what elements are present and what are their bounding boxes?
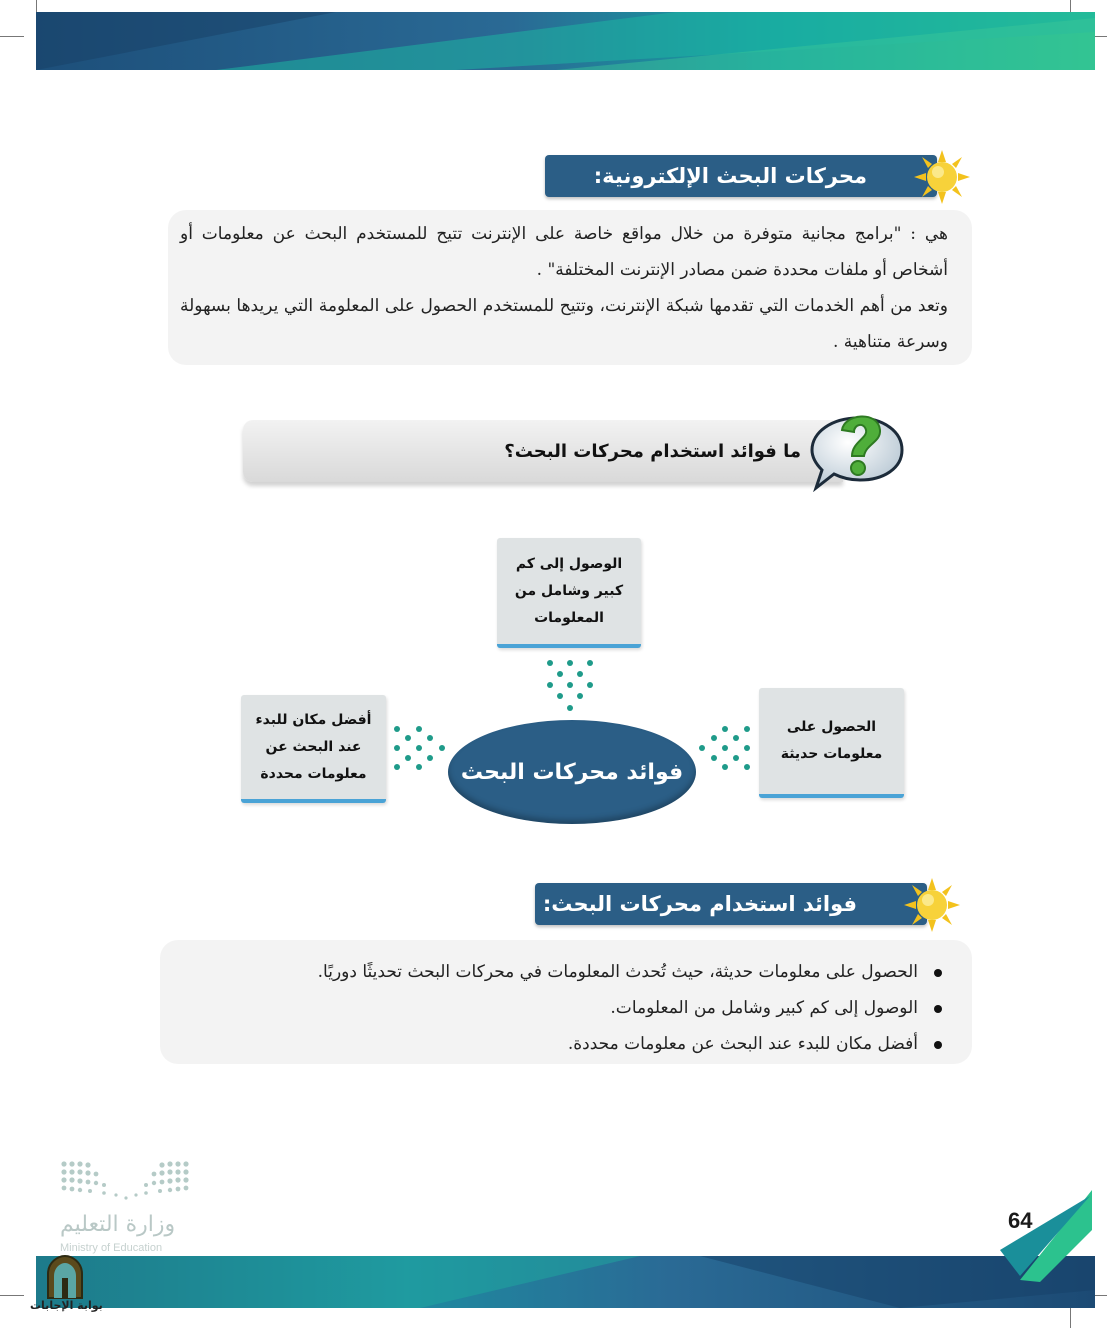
- top-banner: [36, 12, 1095, 70]
- diagram-box-top-text: الوصول إلى كم كبير وشامل من المعلومات: [514, 555, 624, 626]
- section-title-benefits: [535, 883, 927, 925]
- dots-connector-icon: [696, 724, 752, 772]
- ministry-name-english: Ministry of Education: [60, 1242, 163, 1254]
- dots-connector-icon: [545, 658, 595, 714]
- diagram-box-top: [497, 538, 641, 648]
- diagram-box-left-text: أفضل مكان للبدء عند البحث عن معلومات محددة: [255, 711, 372, 782]
- diagram-box-left: [241, 695, 386, 803]
- question-text: ما فوائد استخدام محركات البحث؟: [504, 440, 801, 462]
- section-title-text: فوائد استخدام محركات البحث:: [542, 892, 857, 916]
- benefits-list-box: [160, 940, 972, 1064]
- diagram-center-text: فوائد محركات البحث: [460, 759, 684, 785]
- diagram-box-right: [759, 688, 904, 798]
- bottom-banner: [0, 1190, 1107, 1328]
- ministry-name-arabic: وزارة التعليم: [60, 1212, 176, 1237]
- diagram-center-ellipse: [448, 720, 696, 824]
- section-title-text: محركات البحث الإلكترونية:: [593, 164, 867, 188]
- sun-icon: [914, 150, 970, 204]
- sun-icon: [904, 878, 960, 932]
- question-bar: [243, 420, 843, 482]
- diagram-box-right-text: الحصول على معلومات حديثة: [780, 719, 883, 762]
- watermark-text: بوابة الإجابات: [30, 1299, 103, 1312]
- importance-paragraph: وتعد من أهم الخدمات التي تقدمها شبكة الإنترنت، وتتيح للمستخدم الحصول على المعلومة التي يريدها بسهولة وسرعة متناهية .: [180, 296, 948, 352]
- definition-paragraph: هي : "برامج مجانية متوفرة من خلال مواقع خاصة على الإنترنت تتيح للمستخدم البحث عن معلومات أو أشخاص أو ملفات محددة ضمن مصادر الإنترنت المختلفة" .: [180, 224, 948, 280]
- definition-box: [168, 210, 972, 365]
- dots-connector-icon: [392, 724, 448, 772]
- list-item: الحصول على معلومات حديثة، حيث تُحدث المعلومات في محركات البحث تحديثًا دوريًا.: [160, 954, 942, 990]
- question-bubble-icon: [808, 400, 906, 492]
- crop-mark: [0, 36, 24, 37]
- watermark-logo-icon: [42, 1254, 88, 1300]
- list-item: الوصول إلى كم كبير وشامل من المعلومات.: [160, 990, 942, 1026]
- benefits-list: [160, 940, 972, 1062]
- page-number: 64: [1008, 1208, 1033, 1233]
- section-title-search-engines: [545, 155, 937, 197]
- list-item: أفضل مكان للبدء عند البحث عن معلومات محددة.: [160, 1026, 942, 1062]
